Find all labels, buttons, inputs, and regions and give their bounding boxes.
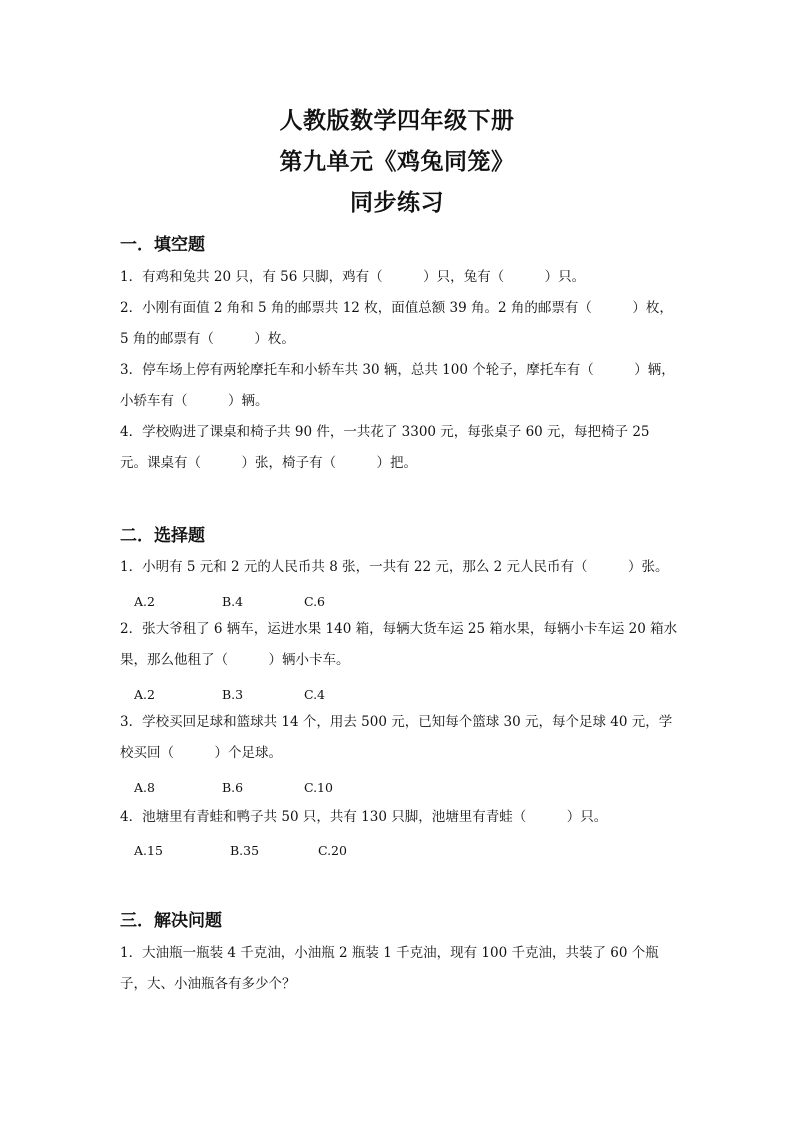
choice-question-2: 2．张大爷租了 6 辆车，运进水果 140 箱，每辆大货车运 25 箱水果，每辆小卡车运 20 箱水果，那么他租了（ ）辆小卡车。: [120, 621, 678, 668]
section-heading-fill-blank: 一．填空题: [120, 235, 205, 255]
option-a: A.8: [134, 780, 155, 795]
option-b: B.4: [221, 594, 244, 609]
fill-question-3: 3．停车场上停有两轮摩托车和小轿车共 30 辆，总共 100 个轮子，摩托车有（ ）辆，小轿车有（ ）辆。: [120, 362, 675, 409]
choice-question-3: 3．学校买回足球和篮球共 14 个，用去 500 元，已知每个篮球 30 元，每个足球 40 元，学校买回（ ）个足球。: [120, 714, 673, 761]
choice-options-1: [134, 594, 325, 609]
title-line-1: 人教版数学四年级下册: [279, 107, 515, 134]
title-line-2: 第九单元《鸡兔同笼》: [279, 148, 515, 175]
section-heading-problem-solving: 三．解决问题: [120, 911, 222, 931]
choice-question-1: 1．小明有 5 元和 2 元的人民币共 8 张，一共有 22 元，那么 2 元人民币有（ ）张。: [120, 559, 669, 575]
fill-question-2: 2．小刚有面值 2 角和 5 角的邮票共 12 枚，面值总额 39 角。2 角的邮票有（ ）枚，5 角的邮票有（ ）枚。: [120, 300, 673, 347]
choice-options-2: [134, 687, 325, 702]
document-title-block: [0, 100, 794, 223]
section-heading-choice: 二．选择题: [120, 526, 205, 546]
fill-question-1: 1．有鸡和兔共 20 只，有 56 只脚，鸡有（ ）只，兔有（ ）只。: [120, 269, 586, 285]
fill-question-4: 4．学校购进了课桌和椅子共 90 件，一共花了 3300 元，每张桌子 60 元，每把椅子 25 元。课桌有（ ）张，椅子有（ ）把。: [120, 424, 650, 471]
option-c: C.6: [303, 594, 326, 609]
option-a: A.15: [134, 843, 163, 858]
choice-question-4: 4．池塘里有青蛙和鸭子共 50 只，共有 130 只脚，池塘里有青蛙（ ）只。: [120, 809, 608, 825]
choice-options-4: [134, 843, 347, 858]
option-c: C.20: [317, 843, 347, 858]
problem-question-1: 1．大油瓶一瓶装 4 千克油，小油瓶 2 瓶装 1 千克油，现有 100 千克油，共装了 60 个瓶子，大、小油瓶各有多少个？: [120, 945, 659, 992]
option-a: A.2: [134, 687, 155, 702]
option-a: A.2: [134, 594, 155, 609]
option-b: B.6: [221, 780, 244, 795]
choice-options-3: [134, 780, 333, 795]
option-b: B.3: [221, 687, 244, 702]
option-c: C.4: [303, 687, 326, 702]
option-c: C.10: [303, 780, 333, 795]
title-line-3: 同步练习: [350, 189, 444, 216]
option-b: B.35: [229, 843, 260, 858]
